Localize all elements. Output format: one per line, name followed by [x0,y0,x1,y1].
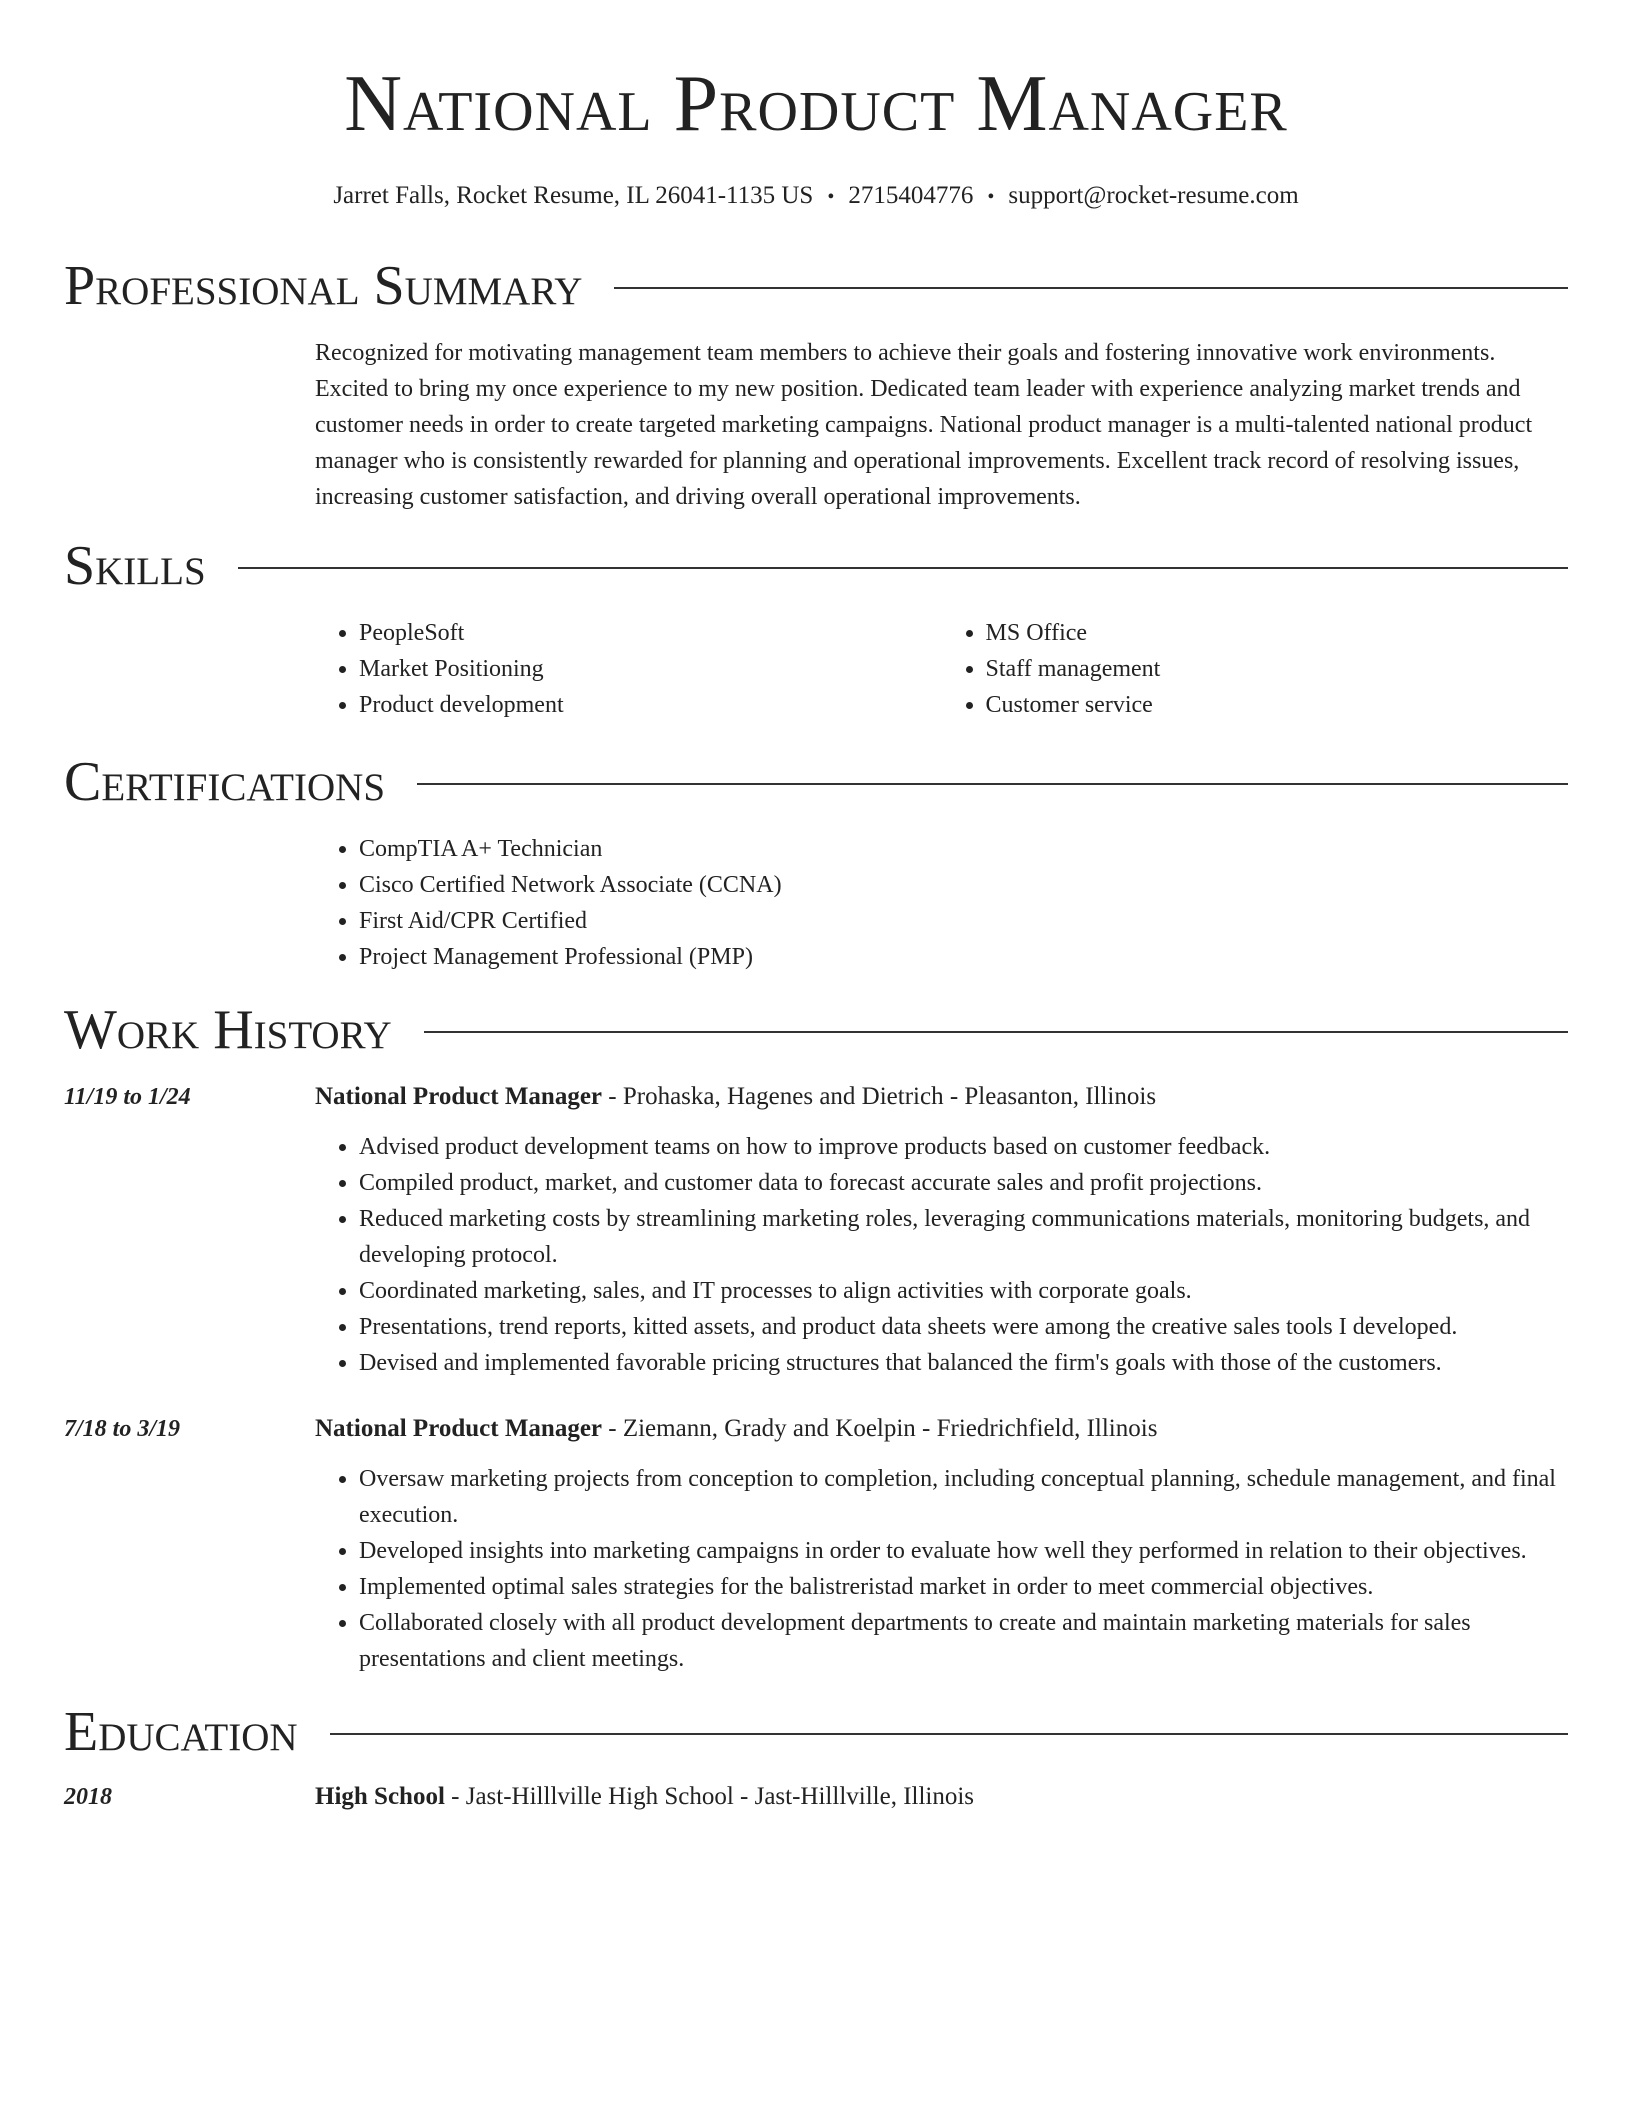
job-bullet: • Reduced marketing costs by streamlining marketing roles, leveraging communications materials, monitoring budgets, and developing protocol. [359,1201,1568,1273]
job-bullet: • Presentations, trend reports, kitted assets, and product data sheets were among the creative sales tools I developed. [359,1309,1568,1345]
summary-section [64,251,1568,515]
job-bullet: • Oversaw marketing projects from conception to completion, including conceptual planning, schedule management, and final execution. [359,1461,1568,1533]
job-bullets [64,1129,1568,1381]
skill-item: • Market Positioning [359,651,942,687]
job-bullet: • Implemented optimal sales strategies for the balistreristad market in order to meet commercial objectives. [359,1569,1568,1605]
job-details: - Ziemann, Grady and Koelpin - Friedrichfield, Illinois [602,1415,1158,1442]
education-section [64,1697,1568,1815]
contact-separator: • [827,186,835,208]
skill-item: • Staff management [986,651,1569,687]
summary-title: Professional Summary [64,255,583,317]
skills-section [64,531,1568,723]
education-header [64,1697,1568,1767]
job-title: National Product Manager [315,1415,603,1442]
contact-separator: • [987,186,995,208]
job-dates: 11/19 to 1/24 [64,1084,191,1110]
contact-phone: 2715404776 [848,182,974,209]
candidate-name: National Product Manager [344,60,1288,148]
job-bullet: • Coordinated marketing, sales, and IT processes to align activities with corporate goals. [359,1273,1568,1309]
work-history-title: Work History [64,999,392,1061]
education-title: Education [64,1701,298,1763]
job-bullet: • Devised and implemented favorable pricing structures that balanced the firm's goals with those of the customers. [359,1345,1568,1381]
skill-item: • PeopleSoft [359,615,942,651]
certifications-list [315,831,1568,975]
certification-item: • First Aid/CPR Certified [359,903,1568,939]
summary-header [64,251,1568,321]
job-entry [64,1079,1568,1381]
section-divider [330,1733,1568,1735]
education-degree: High School [315,1783,445,1810]
resume-page [64,0,1568,1815]
contact-address: Jarret Falls, Rocket Resume, IL 26041-1135 US [333,182,814,209]
skills-list-right [942,615,1569,723]
job-bullet: • Developed insights into marketing campaigns in order to evaluate how well they performed in relation to their objectives. [359,1533,1568,1569]
section-divider [424,1031,1568,1033]
work-history-section [64,995,1568,1677]
contact-email: support@rocket-resume.com [1008,182,1299,209]
job-content [315,1079,1568,1381]
section-divider [614,287,1568,289]
certifications-body [315,831,1568,975]
education-content [315,1779,1568,1815]
work-history-header [64,995,1568,1065]
skill-item: • Customer service [986,687,1569,723]
skills-grid [315,615,1568,723]
certifications-header [64,747,1568,817]
section-divider [417,783,1568,785]
skills-title: Skills [64,535,206,597]
job-heading [315,1411,1568,1447]
summary-text: Recognized for motivating management team members to achieve their goals and fostering innovative work environments. Excited to bring my once experience to my new position. Dedicated team leader with experience analyzing market trends and customer needs in order to create targeted marketing campaigns. National product manager is a multi-talented national product manager who is consistently rewarded for planning and operational improvements. Excellent track record of resolving issues, increasing customer satisfaction, and driving overall operational improvements. [315,340,1533,510]
education-entry [64,1779,1568,1815]
job-title: National Product Manager [315,1083,603,1110]
job-bullet: • Collaborated closely with all product development departments to create and maintain marketing materials for sales presentations and client meetings. [359,1605,1568,1677]
job-bullet: • Advised product development teams on how to improve products based on customer feedback. [359,1129,1568,1165]
education-details: - Jast-Hilllville High School - Jast-Hilllville, Illinois [444,1783,975,1810]
education-year: 2018 [64,1784,112,1810]
certification-item: • CompTIA A+ Technician [359,831,1568,867]
job-bullet: • Compiled product, market, and customer data to forecast accurate sales and profit projections. [359,1165,1568,1201]
job-dates: 7/18 to 3/19 [64,1416,181,1442]
job-bullets [64,1461,1568,1677]
certification-item: • Project Management Professional (PMP) [359,939,1568,975]
job-entry [64,1411,1568,1677]
skills-list-left [315,615,942,723]
certification-item: • Cisco Certified Network Associate (CCNA) [359,867,1568,903]
job-content [315,1411,1568,1677]
job-heading [315,1079,1568,1115]
certifications-section [64,747,1568,975]
contact-line [64,180,1568,213]
section-divider [238,567,1568,569]
skill-item: • MS Office [986,615,1569,651]
certifications-title: Certifications [64,751,386,813]
skills-header [64,531,1568,601]
skill-item: • Product development [359,687,942,723]
job-details: - Prohaska, Hagenes and Dietrich - Pleasanton, Illinois [602,1083,1157,1110]
